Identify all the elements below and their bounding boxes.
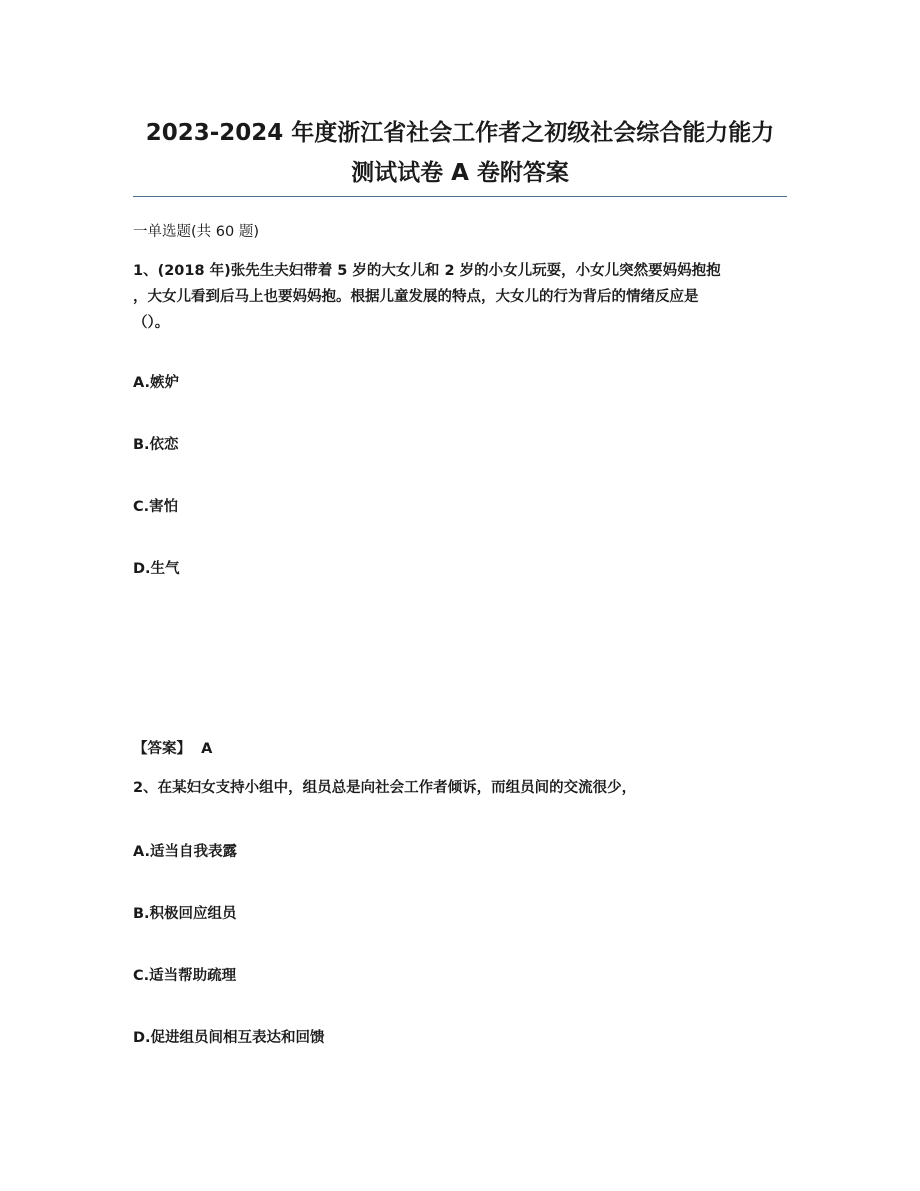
document-title-line-2: 测试试卷 A 卷附答案 (351, 160, 569, 186)
question-2-option-b: B.积极回应组员 (133, 906, 237, 922)
question-2-option-c: C.适当帮助疏理 (133, 968, 237, 984)
question-1-stem-line-3: （）。 (133, 315, 170, 331)
document-title-line-1: 2023-2024 年度浙江省社会工作者之初级社会综合能力能力 (145, 120, 775, 146)
question-1-stem-line-2: ，大女儿看到后马上也要妈妈抱。根据儿童发展的特点，大女儿的行为背后的情绪反应是 (133, 289, 699, 305)
question-2-option-a: A.适当自我表露 (133, 844, 237, 860)
question-1-stem-line-1: 1、(2018 年)张先生夫妇带着 5 岁的大女儿和 2 岁的小女儿玩耍，小女儿突然要妈妈抱抱 (133, 263, 721, 279)
question-1-option-b: B.依恋 (133, 437, 179, 453)
question-1-option-c: C.害怕 (133, 499, 179, 515)
section-heading: 一单选题(共 60 题) (133, 224, 259, 240)
question-1-option-a: A.嫉妒 (133, 375, 179, 391)
title-divider (133, 196, 787, 197)
question-2-option-d: D.促进组员间相互表达和回馈 (133, 1030, 325, 1046)
question-1-option-d: D.生气 (133, 561, 180, 577)
question-1-answer: 【答案】 A (133, 741, 213, 757)
question-2-stem-line-1: 2、在某妇女支持小组中，组员总是向社会工作者倾诉，而组员间的交流很少， (133, 780, 637, 796)
